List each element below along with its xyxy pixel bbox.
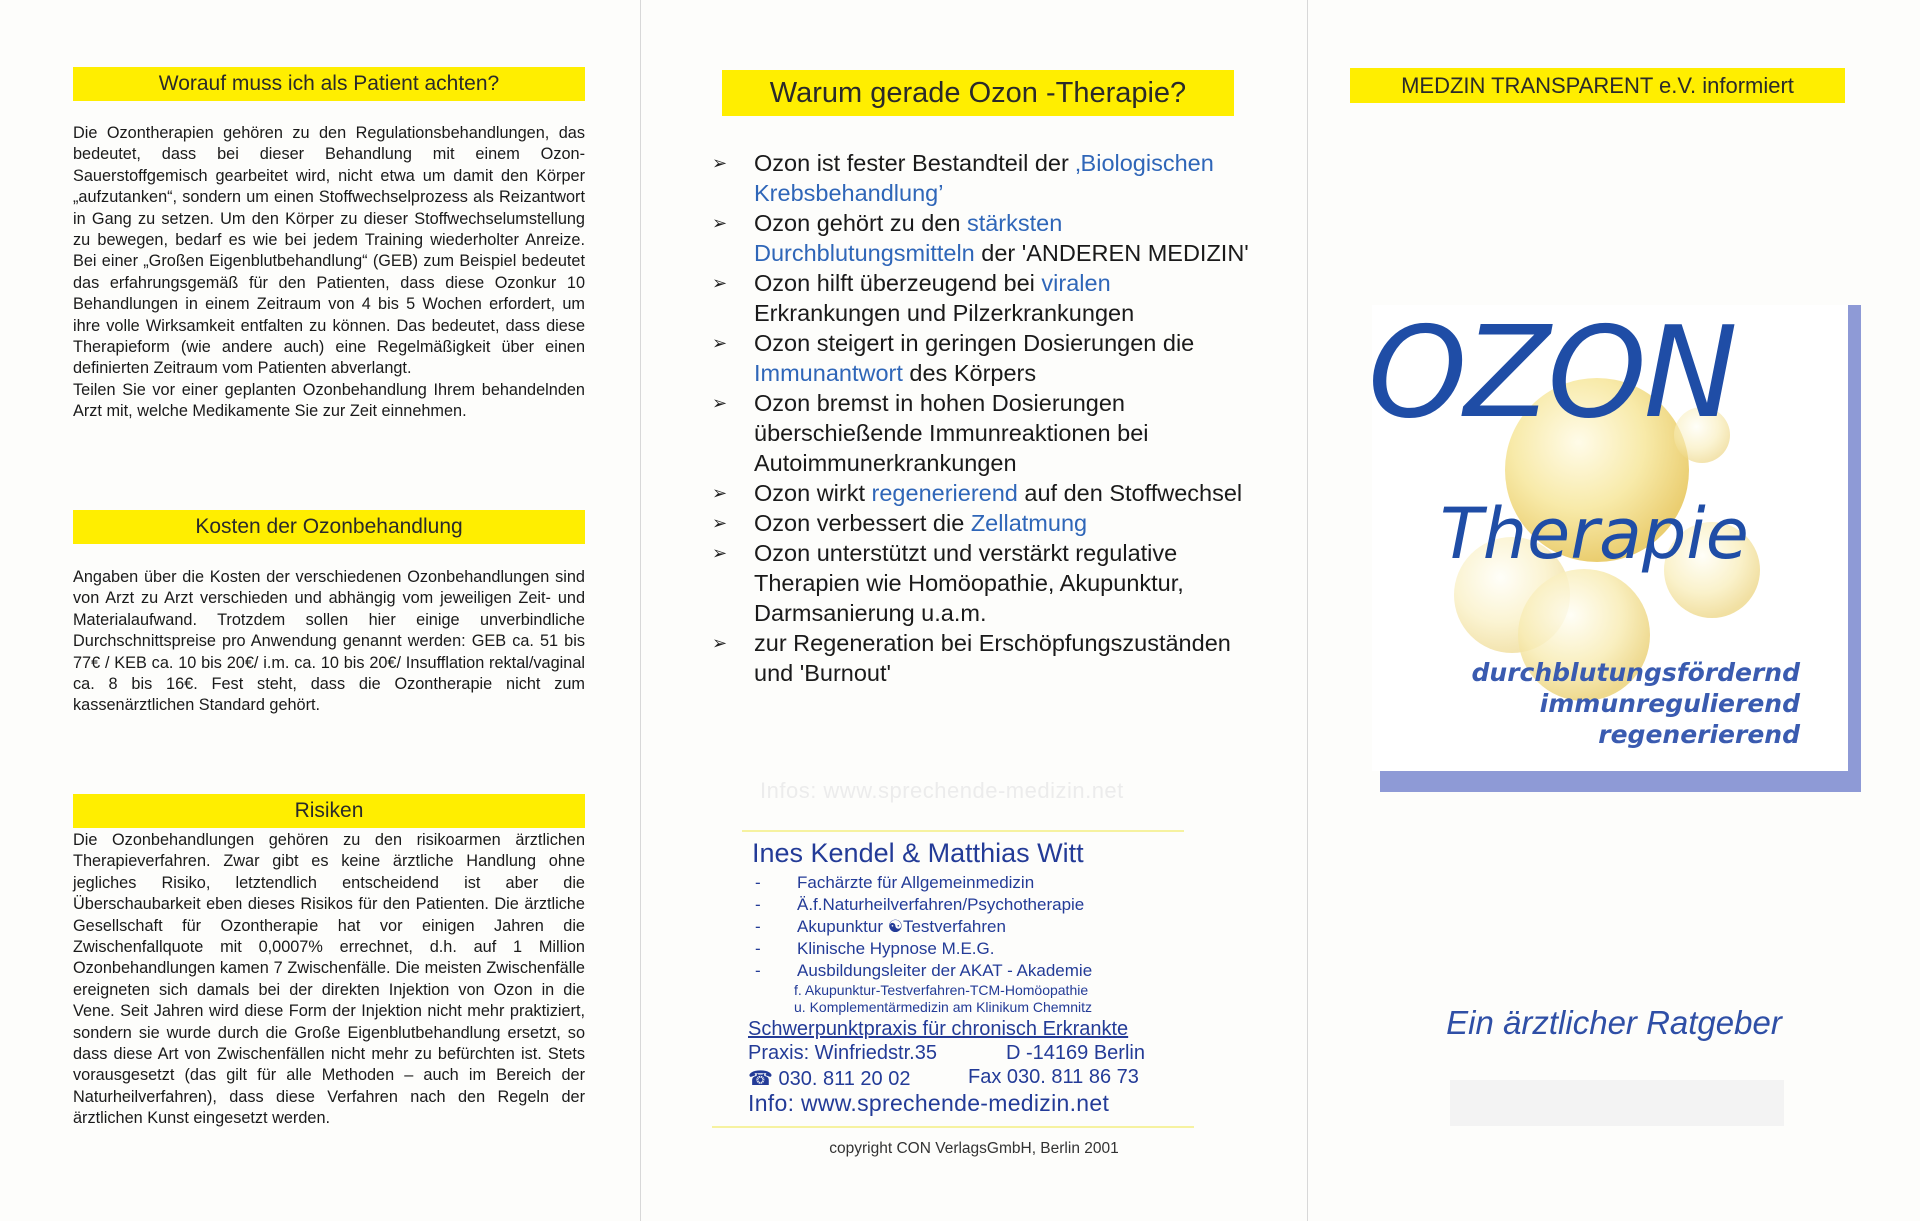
blank-label-area — [1450, 1080, 1784, 1126]
arrowhead-icon: ➢ — [712, 513, 728, 533]
costs-text — [73, 567, 585, 717]
arrowhead-icon: ➢ — [712, 333, 728, 353]
info-website: Info: www.sprechende-medizin.net — [748, 1090, 1110, 1116]
tagline-1: durchblutungsfördernd — [1471, 658, 1800, 687]
costs-paragraph: Angaben über die Kosten der verschiedenen Ozonbehandlungen sind von Arzt zu Arzt verschieden und abhängig vom jeweiligen Zeit- und Materialaufwand. Trotzdem sollen hier einige unverbindliche Durchschnittspreise pro Anwendung genannt werden: GEB ca. 51 bis 77€ / KEB ca. 10 bis 20€/ i.m. ca. 10 bis 20€/ Insufflation rektal/vaginal ca. 8 bis 16€. Fest steht, dass die Ozontherapie nicht zum kassenärztlichen Standard gehört. — [73, 568, 585, 715]
benefit-item: ➢ Ozon hilft überzeugend bei viralen Erkrankungen und Pilzerkrankungen — [712, 270, 1135, 326]
arrowhead-icon: ➢ — [712, 213, 728, 233]
benefit-item: ➢ Ozon ist fester Bestandteil der ‚Biologischen Krebsbehandlung’ — [712, 150, 1214, 206]
phone-number: 030. 811 20 02 — [778, 1068, 911, 1090]
guide-subtitle: Ein ärztlicher Ratgeber — [1446, 1004, 1782, 1041]
specialty-heading: Schwerpunktpraxis für chronisch Erkrankte — [748, 1018, 1129, 1040]
copyright: copyright CON VerlagsGmbH, Berlin 2001 — [829, 1140, 1119, 1157]
tagline-3: regenerierend — [1598, 720, 1800, 749]
benefit-item: ➢ Ozon steigert in geringen Dosierungen die Immunantwort des Körpers — [712, 330, 1195, 386]
tagline-2: immunregulierend — [1539, 689, 1800, 718]
benefit-item: ➢ Ozon bremst in hohen Dosierungen überschießende Immunreaktionen bei Autoimmunerkrankungen — [712, 390, 1149, 476]
qualification-item: - Klinische Hypnose M.E.G. — [755, 939, 995, 958]
section-title-patient: Worauf muss ich als Patient achten? — [73, 67, 585, 101]
organization-banner: MEDZIN TRANSPARENT e.V. informiert — [1350, 68, 1845, 103]
fax-number: Fax 030. 811 86 73 — [968, 1066, 1139, 1088]
qualifications-list — [752, 872, 1092, 1016]
qualification-item: - Ausbildungsleiter der AKAT - Akademie — [755, 961, 1093, 980]
arrowhead-icon: ➢ — [712, 543, 728, 563]
section-title-risks: Risiken — [73, 794, 585, 828]
logo-shadow-right — [1848, 305, 1861, 792]
logo-word-ozon: OZON — [1368, 299, 1735, 446]
address-city: D -14169 Berlin — [1006, 1042, 1145, 1064]
benefit-item: ➢ zur Regeneration bei Erschöpfungszuständen und 'Burnout' — [712, 630, 1231, 686]
watermark: Infos: www.sprechende-medizin.net — [760, 778, 1124, 803]
qualification-subline: u. Komplementärmedizin am Klinikum Chemnitz — [794, 999, 1092, 1015]
phone-line — [748, 1066, 910, 1091]
doctor-names: Ines Kendel & Matthias Witt — [752, 838, 1084, 868]
divider-top — [742, 830, 1184, 832]
benefit-item: ➢ Ozon gehört zu den stärksten Durchblutungsmitteln der 'ANDEREN MEDIZIN' — [712, 210, 1249, 266]
section-title-costs: Kosten der Ozonbehandlung — [73, 510, 585, 544]
address-street: Praxis: Winfriedstr.35 — [748, 1042, 937, 1064]
why-ozone-title: Warum gerade Ozon -Therapie? — [722, 70, 1234, 116]
benefit-item: ➢ Ozon verbessert die Zellatmung — [712, 510, 1088, 536]
arrowhead-icon: ➢ — [712, 483, 728, 503]
patient-paragraph-1: Die Ozontherapien gehören zu den Regulationsbehandlungen, das bedeutet, dass bei dieser Behandlung mit einem Ozon-Sauerstoffgemisch gearbeitet wird, nicht etwa um damit den Körper „aufzutanken“, sondern um einen Stoffwechselprozess als Reizantwort in Gang zu setzen. Um den Körper zu dieser Stoffwechselumstellung zu bewegen, bedarf es wie bei jedem Training wiederholter Anreize. Bei einer „Großen Eigenblutbehandlung“ (GEB) zum Beispiel bedeutet das erfahrungsgemäß für den Patienten, dass diese Ozonkur 10 Behandlungen in einem Zeitraum von 4 bis 5 Wochen erfordert, um ihre volle Wirksamkeit entfalten zu können. Das bedeutet, dass diese Therapieform (wie andere auch) eine Regelmäßigkeit über einen definierten Zeitraum vom Patienten abverlangt. — [73, 124, 585, 378]
qualification-item: - Akupunktur ☯Testverfahren — [755, 917, 1006, 936]
benefits-list — [712, 148, 1252, 688]
phone-icon: ☎ — [748, 1068, 773, 1090]
patient-paragraph-2: Teilen Sie vor einer geplanten Ozonbehandlung Ihrem behandelnden Arzt mit, welche Medikamente Sie zur Zeit einnehmen. — [73, 380, 585, 421]
arrowhead-icon: ➢ — [712, 393, 728, 413]
logo-shadow-bottom — [1380, 771, 1861, 792]
risks-paragraph: Die Ozonbehandlungen gehören zu den risikoarmen ärztlichen Therapieverfahren. Zwar gibt es keine ärztliche Handlung ohne jegliches Risiko, letztendlich entscheidend ist aber die Überschaubarkeit eben dieses Risikos für den Patienten. Die ärztliche Gesellschaft für Ozontherapie hat vor einigen Jahren die Zwischenfallquote mit 0,0007% errechnet, d.h. auf 1 Million Ozonbehandlungen kamen 7 Zwischenfälle. Die meisten Zwischenfälle ereigneten sich damals bei der direkten Injektion von Ozon in die Vene. Seit Jahren wird diese Form der Injektion nicht mehr praktiziert, sondern sie wurde durch die Große Eigenblutbehandlung ersetzt, so dass diese Art von Zwischenfällen nicht mehr zu befürchten ist. Stets vorausgesetzt (das gilt für alle Methoden – auch im Bereich der Naturheilverfahren), dass diese Verfahren nach den Regeln der ärztlichen Kunst eingesetzt werden. — [73, 831, 585, 1128]
arrowhead-icon: ➢ — [712, 633, 728, 653]
qualification-subline: f. Akupunktur-Testverfahren-TCM-Homöopathie — [794, 982, 1089, 998]
qualification-item: - Fachärzte für Allgemeinmedizin — [755, 873, 1035, 892]
logo-word-therapie: Therapie — [1440, 493, 1749, 575]
patient-text — [73, 123, 585, 423]
arrowhead-icon: ➢ — [712, 153, 728, 173]
benefit-item: ➢ Ozon wirkt regenerierend auf den Stoffwechsel — [712, 480, 1243, 506]
benefit-item: ➢ Ozon unterstützt und verstärkt regulative Therapien wie Homöopathie, Akupunktur, Darmsanierung u.a.m. — [712, 540, 1184, 626]
divider-bottom — [712, 1126, 1194, 1128]
risks-text — [73, 830, 585, 1130]
qualification-item: - Ä.f.Naturheilverfahren/Psychotherapie — [755, 895, 1085, 914]
arrowhead-icon: ➢ — [712, 273, 728, 293]
